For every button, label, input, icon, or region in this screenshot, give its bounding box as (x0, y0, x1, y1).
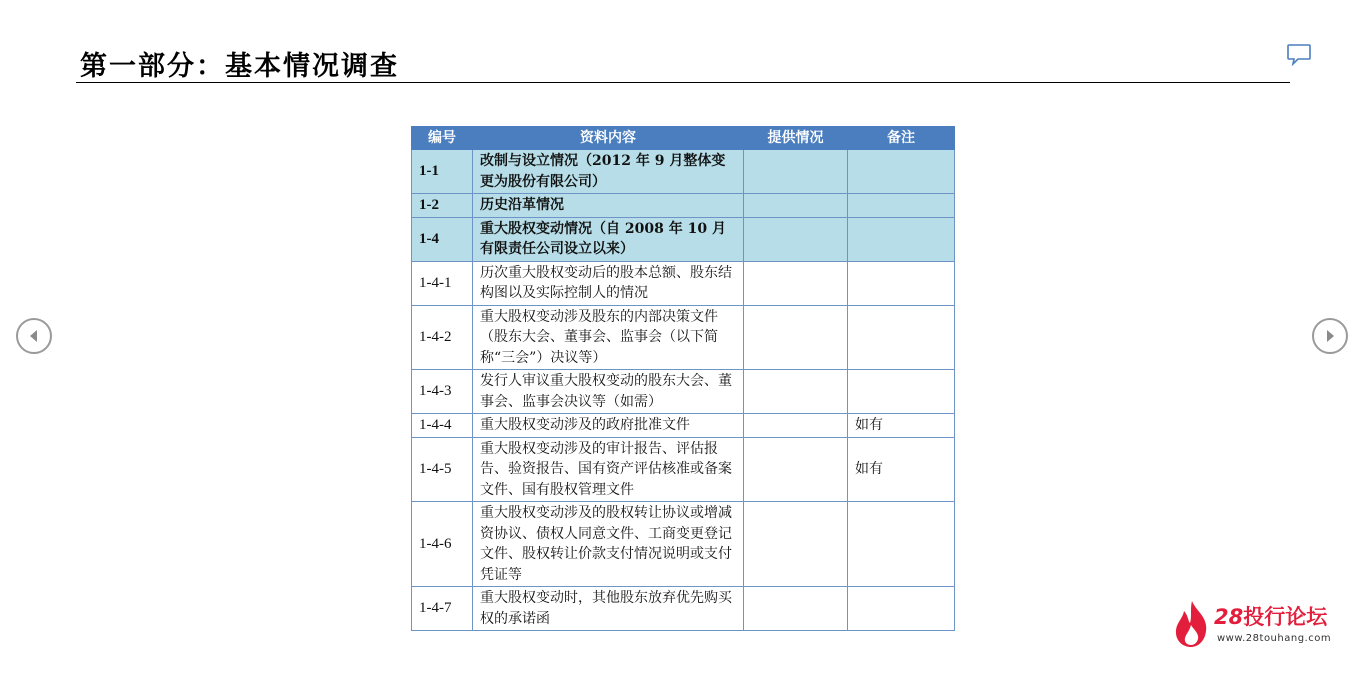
table-header-row (412, 127, 955, 150)
cell-content: 重大股权变动涉及股东的内部决策文件（股东大会、董事会、监事会（以下简称“三会”）决议等） (473, 305, 744, 370)
cell-note: 如有 (848, 437, 955, 502)
cell-content: 历史沿革情况 (473, 194, 744, 218)
cell-note (848, 587, 955, 631)
cell-provided (744, 217, 848, 261)
cell-note (848, 305, 955, 370)
cell-provided (744, 194, 848, 218)
cell-provided (744, 305, 848, 370)
table-row (412, 194, 955, 218)
document-checklist-table (411, 126, 955, 631)
logo-brand: 28投行论坛 (1214, 605, 1328, 629)
cell-provided (744, 370, 848, 414)
cell-note (848, 194, 955, 218)
cell-note (848, 261, 955, 305)
slide-title: 第一部分：基本情况调查 (80, 51, 399, 82)
header-note: 备注 (848, 127, 955, 150)
cell-note (848, 502, 955, 587)
header-code: 编号 (412, 127, 473, 150)
cell-content: 重大股权变动涉及的股权转让协议或增减资协议、债权人同意文件、工商变更登记文件、股权转让价款支付情况说明或支付凭证等 (473, 502, 744, 587)
header-provided: 提供情况 (744, 127, 848, 150)
cell-content: 重大股权变动涉及的审计报告、评估报告、验资报告、国有资产评估核准或备案文件、国有股权管理文件 (473, 437, 744, 502)
cell-content: 发行人审议重大股权变动的股东大会、董事会、监事会决议等（如需） (473, 370, 744, 414)
cell-note (848, 150, 955, 194)
table-row (412, 217, 955, 261)
next-slide-button[interactable] (1312, 318, 1348, 354)
cell-code: 1-4-4 (412, 414, 473, 438)
cell-provided (744, 150, 848, 194)
table-row (412, 370, 955, 414)
cell-provided (744, 414, 848, 438)
cell-note (848, 217, 955, 261)
cell-content: 改制与设立情况（2012 年 9 月整体变更为股份有限公司） (473, 150, 744, 194)
cell-code: 1-4 (412, 217, 473, 261)
cell-code: 1-4-2 (412, 305, 473, 370)
cell-provided (744, 261, 848, 305)
table-row (412, 587, 955, 631)
table-row (412, 414, 955, 438)
cell-code: 1-1 (412, 150, 473, 194)
table-row (412, 305, 955, 370)
comment-icon[interactable] (1286, 43, 1312, 67)
cell-code: 1-4-7 (412, 587, 473, 631)
cell-note (848, 370, 955, 414)
cell-content: 重大股权变动时，其他股东放弃优先购买权的承诺函 (473, 587, 744, 631)
cell-code: 1-4-3 (412, 370, 473, 414)
cell-content: 历次重大股权变动后的股本总额、股东结构图以及实际控制人的情况 (473, 261, 744, 305)
header-content: 资料内容 (473, 127, 744, 150)
table-row (412, 261, 955, 305)
previous-slide-button[interactable] (16, 318, 52, 354)
cell-code: 1-4-1 (412, 261, 473, 305)
cell-code: 1-4-6 (412, 502, 473, 587)
cell-note: 如有 (848, 414, 955, 438)
arrow-left-icon (27, 329, 41, 343)
table-row (412, 150, 955, 194)
site-logo[interactable] (1170, 599, 1350, 651)
arrow-right-icon (1323, 329, 1337, 343)
logo-url: www.28touhang.com (1217, 633, 1332, 644)
cell-code: 1-4-5 (412, 437, 473, 502)
title-divider (76, 82, 1290, 83)
cell-content: 重大股权变动情况（自 2008 年 10 月有限责任公司设立以来） (473, 217, 744, 261)
cell-content: 重大股权变动涉及的政府批准文件 (473, 414, 744, 438)
table-row (412, 437, 955, 502)
flame-icon (1172, 599, 1212, 649)
table-row (412, 502, 955, 587)
cell-provided (744, 502, 848, 587)
cell-code: 1-2 (412, 194, 473, 218)
cell-provided (744, 587, 848, 631)
cell-provided (744, 437, 848, 502)
